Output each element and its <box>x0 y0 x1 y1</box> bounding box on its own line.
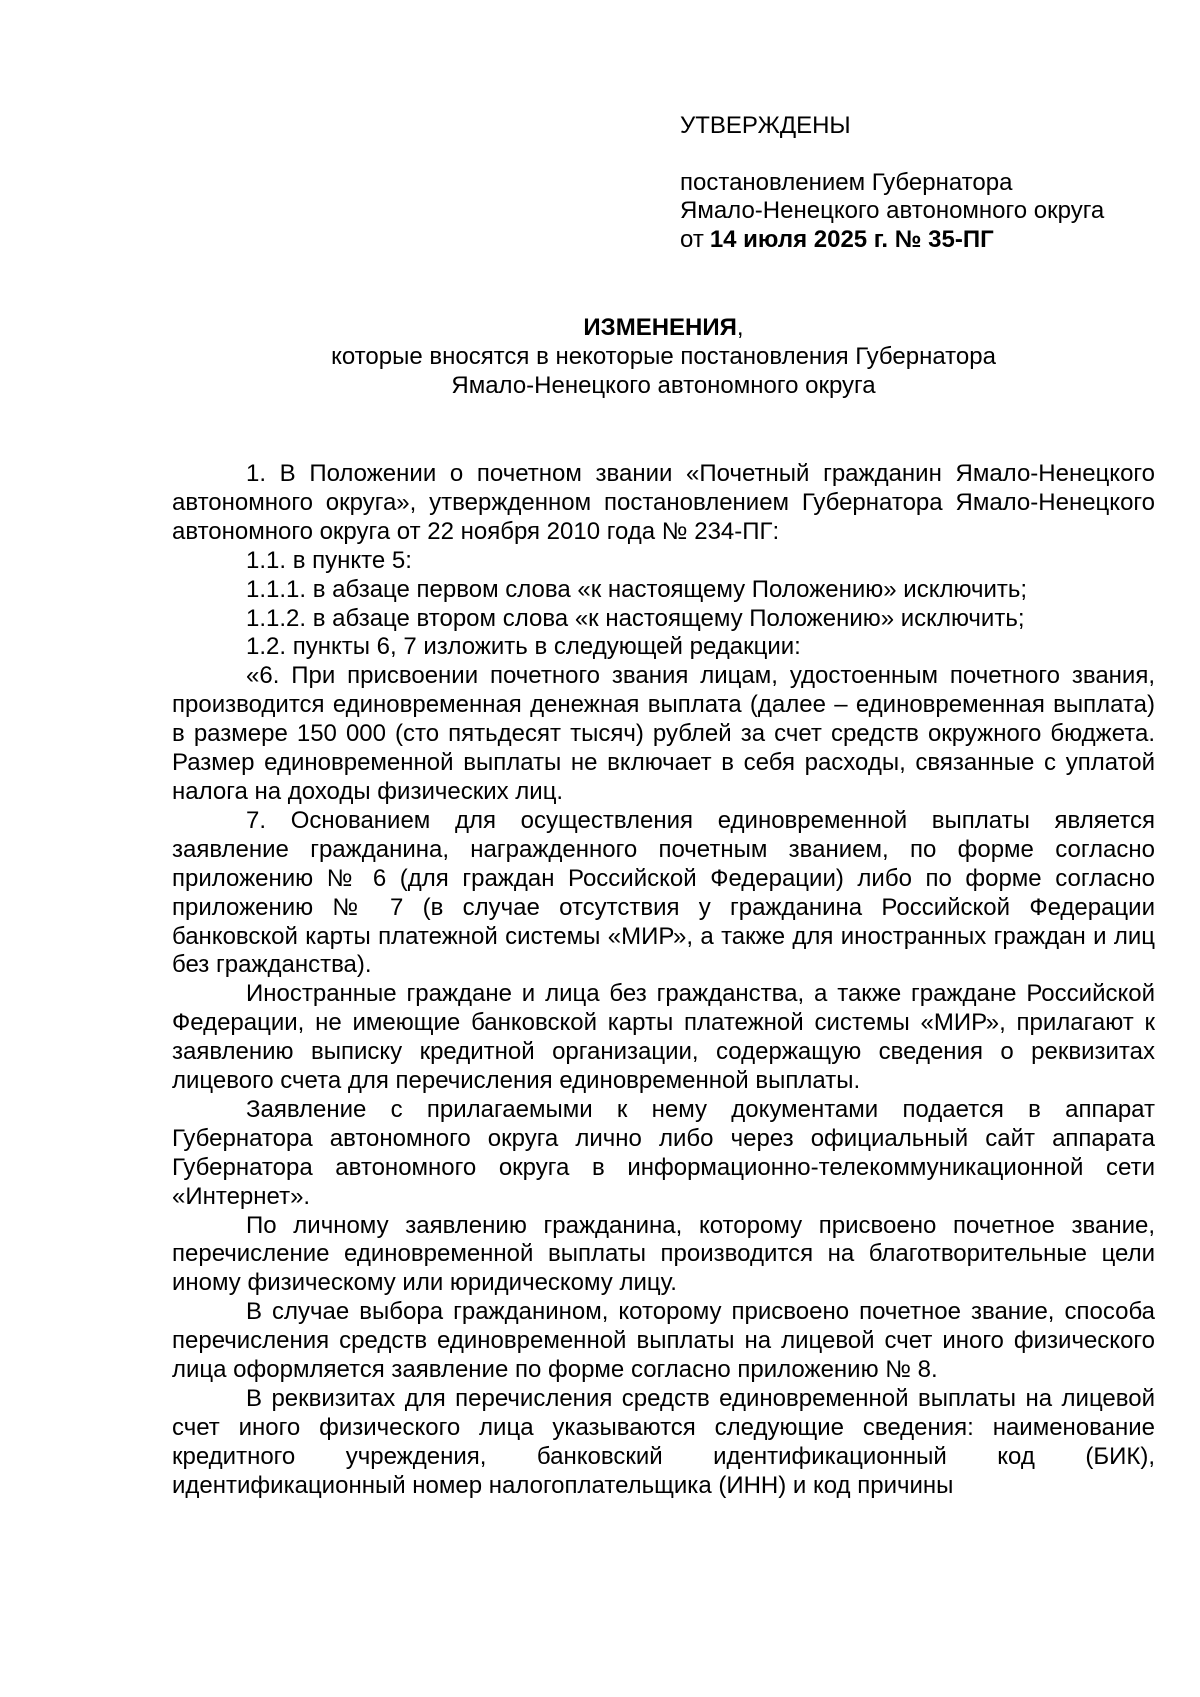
paragraph-charity-transfer: По личному заявлению гражданина, которому присвоено почетное звание, перечисление единовременной выплаты производится на благотворительные цели иному физическому или юридическому лицу. <box>172 1211 1155 1297</box>
approval-date-prefix: от <box>680 225 704 253</box>
heading-subtitle-line-1: которые вносятся в некоторые постановления Губернатора <box>331 343 996 370</box>
paragraph-1: 1. В Положении о почетном звании «Почетный гражданин Ямало-Ненецкого автономного округа», утвержденном постановлением Губернатора Ямало-Ненецкого автономного округа от 22 ноября 2010 года № 234-ПГ: <box>172 460 1155 545</box>
approval-line-2: Ямало-Ненецкого автономного округа <box>680 197 1105 224</box>
paragraph-application-submission: Заявление с прилагаемыми к нему документами подается в аппарат Губернатора автономного округа лично либо через официальный сайт аппарата Губернатора автономного округа в информационно-телекоммуникационной сети «Интернет». <box>172 1095 1155 1210</box>
paragraph-1-1-1: 1.1.1. в абзаце первом слова «к настоящему Положению» исключить; <box>246 575 1028 603</box>
approval-date-line <box>680 226 1150 255</box>
paragraph-requisites: В реквизитах для перечисления средств единовременной выплаты на лицевой счет иного физического лица указываются следующие сведения: наименование кредитного учреждения, банковский идентификационный код (БИК), идентификационный номер налогоплательщика (ИНН) и код причины <box>172 1385 1155 1499</box>
paragraph-foreign-citizens: Иностранные граждане и лица без гражданства, а также граждане Российской Федерации, не имеющие банковской карты платежной системы «МИР», прилагают к заявлению выписку кредитной организации, содержащую сведения о реквизитах лицевого счета для перечисления единовременной выплаты. <box>172 980 1155 1095</box>
paragraph-other-person-account: В случае выбора гражданином, которому присвоено почетное звание, способа перечисления средств единовременной выплаты на лицевой счет иного физического лица оформляется заявление по форме согласно приложению № 8. <box>172 1298 1155 1384</box>
paragraph-point-7: 7. Основанием для осуществления единовременной выплаты является заявление гражданина, награжденного почетным званием, по форме согласно приложению № 6 (для граждан Российской Федерации) либо по форме согласно приложению № 7 (в случае отсутствия у гражданина Российской Федерации банковской карты платежной системы «МИР», а также для иностранных граждан и лиц без гражданства). <box>172 806 1155 979</box>
heading-title: ИЗМЕНЕНИЯ <box>583 314 737 341</box>
heading-subtitle-line-2: Ямало-Ненецкого автономного округа <box>451 372 876 399</box>
paragraph-1-1-2: 1.1.2. в абзаце втором слова «к настоящему Положению» исключить; <box>246 604 1025 632</box>
document-body <box>172 460 1155 1501</box>
approval-line-1: постановлением Губернатора <box>680 168 1013 196</box>
document-heading <box>172 313 1155 400</box>
approval-date-value: 14 июля 2025 г. № 35-ПГ <box>709 225 994 253</box>
approval-block <box>680 112 1150 254</box>
approval-stamp: УТВЕРЖДЕНЫ <box>680 112 851 139</box>
heading-title-line <box>172 313 1155 342</box>
paragraph-1-2: 1.2. пункты 6, 7 изложить в следующей редакции: <box>246 633 801 661</box>
paragraph-1-1: 1.1. в пункте 5: <box>246 546 412 574</box>
paragraph-point-6: «6. При присвоении почетного звания лицам, удостоенным почетного звания, производится единовременная денежная выплата (далее – единовременная выплата) в размере 150 000 (сто пятьдесят тысяч) рублей за счет средств окружного бюджета. Размер единовременной выплаты не включает в себя расходы, связанные с уплатой налога на доходы физических лиц. <box>172 662 1155 805</box>
heading-title-suffix: , <box>736 314 744 341</box>
